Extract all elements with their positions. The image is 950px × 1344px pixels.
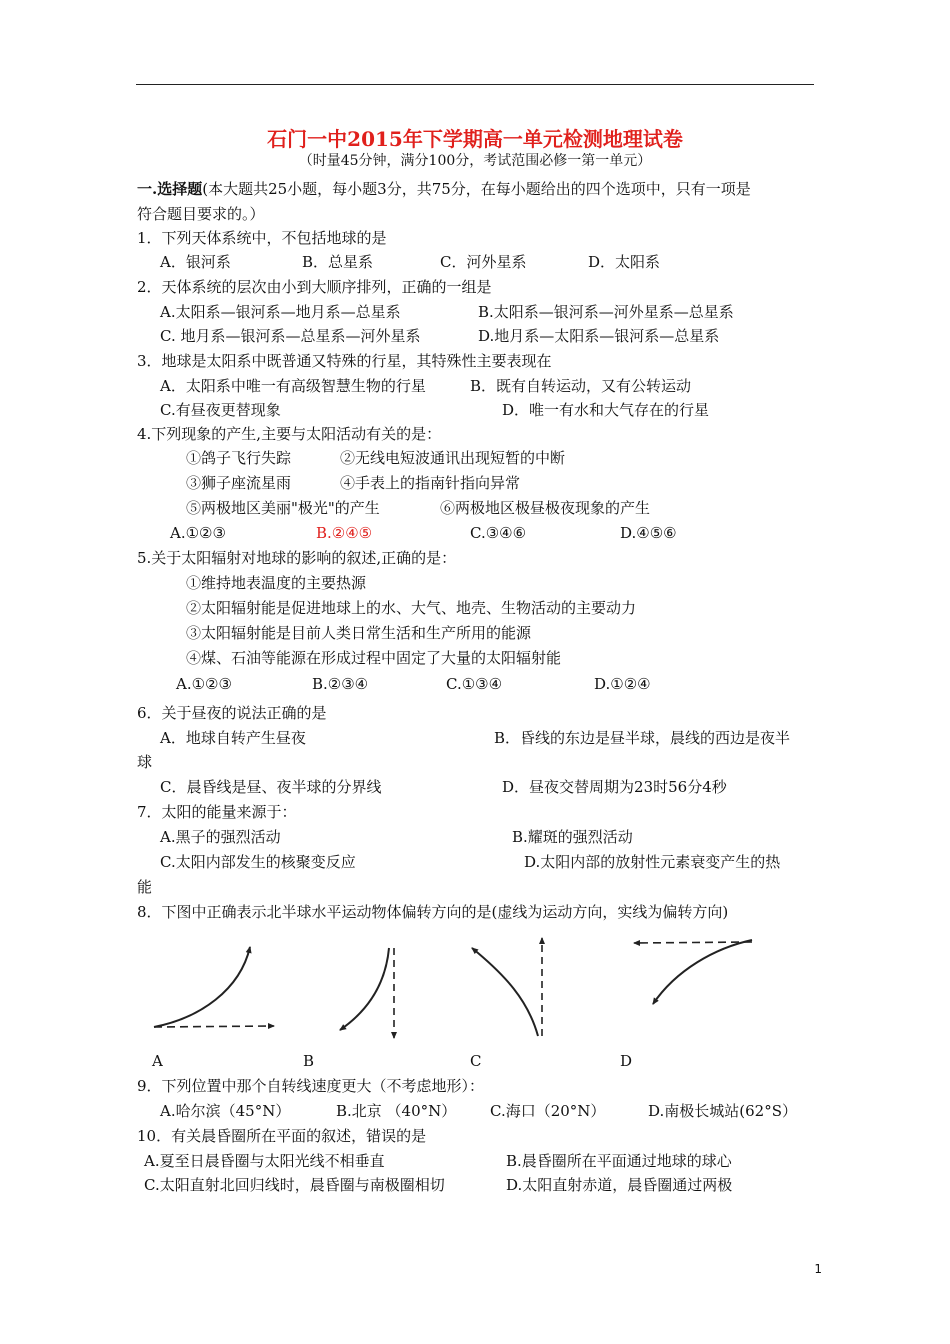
option-a: A.夏至日晨昏圈与太阳光线不相垂直: [144, 1152, 385, 1170]
option-a: A．银河系: [160, 253, 231, 271]
option-c: C. 地月系—银河系—总星系—河外星系: [160, 327, 421, 345]
option-a: A.哈尔滨（45°N）: [160, 1102, 291, 1120]
question-stem: 4.下列现象的产生,主要与太阳活动有关的是：: [137, 425, 442, 443]
question-stem: 7．太阳的能量来源于：: [137, 803, 297, 821]
section-intro: [137, 179, 751, 199]
option-b: B．既有自转运动，又有公转运动: [470, 377, 692, 395]
option-b: B.耀斑的强烈活动: [512, 828, 633, 846]
item-4: ④煤、石油等能源在形成过程中固定了大量的太阳辐射能: [186, 649, 562, 667]
option-d: D.南极长城站(62°S）: [648, 1102, 797, 1120]
option-a: A.黑子的强烈活动: [160, 828, 281, 846]
question-stem: 10．有关晨昏圈所在平面的叙述，错误的是: [137, 1127, 427, 1145]
deflection-figures: [140, 930, 780, 1045]
option-c: C.太阳内部发生的核聚变反应: [160, 853, 356, 871]
question-stem: 3．地球是太阳系中既普通又特殊的行星，其特殊性主要表现在: [137, 352, 552, 370]
option-a: A.太阳系—银河系—地月系—总星系: [160, 303, 401, 321]
question-stem: 1．下列天体系统中，不包括地球的是: [137, 229, 387, 247]
question-stem: 6．关于昼夜的说法正确的是: [137, 704, 327, 722]
item-3: ③太阳辐射能是目前人类日常生活和生产所用的能源: [186, 624, 532, 642]
question-stem: 9．下列位置中那个自转线速度更大（不考虑地形）：: [137, 1077, 485, 1095]
figure-label-a: A: [152, 1052, 163, 1070]
section-intro-line2: 符合题目要求的。）: [137, 205, 265, 223]
header-rule: [136, 84, 814, 85]
item-5: ⑤两极地区美丽"极光"的产生: [186, 499, 380, 517]
option-c: C.海口（20°N）: [490, 1102, 606, 1120]
option-d: D.①②④: [594, 675, 651, 693]
option-b: B．总星系: [302, 253, 374, 271]
option-d: D．唯一有水和大气存在的行星: [502, 401, 710, 419]
option-c: C.有昼夜更替现象: [160, 401, 281, 419]
item-2: ②无线电短波通讯出现短暂的中断: [340, 449, 566, 467]
option-b: B．昏线的东边是昼半球，晨线的西边是夜半: [494, 729, 791, 747]
page-title: 石门一中2015年下学期高一单元检测地理试卷: [267, 127, 683, 151]
option-b-wrap: 球: [137, 753, 153, 771]
option-d-wrap: 能: [137, 878, 153, 896]
option-c: C.太阳直射北回归线时，晨昏圈与南极圈相切: [144, 1176, 445, 1194]
option-a: A.①②③: [170, 524, 226, 542]
option-d: D.太阳内部的放射性元素衰变产生的热: [524, 853, 781, 871]
option-a: A．地球自转产生昼夜: [160, 729, 306, 747]
option-c: C.③④⑥: [470, 524, 527, 542]
figure-c: [472, 938, 542, 1036]
question-stem: 2．天体系统的层次由小到大顺序排列，正确的一组是: [137, 278, 492, 296]
item-3: ③狮子座流星雨: [186, 474, 292, 492]
option-a: A.①②③: [176, 675, 232, 693]
option-b: B.北京 （40°N）: [336, 1102, 457, 1120]
figure-label-b: B: [303, 1052, 315, 1070]
option-b: B.②④⑤: [316, 524, 373, 542]
option-b: B.②③④: [312, 675, 369, 693]
option-c: C．河外星系: [440, 253, 527, 271]
option-d: D.太阳直射赤道，晨昏圈通过两极: [506, 1176, 733, 1194]
option-c: C．晨昏线是昼、夜半球的分界线: [160, 778, 382, 796]
option-d: D.地月系—太阳系—银河系—总星系: [478, 327, 720, 345]
item-1: ①维持地表温度的主要热源: [186, 574, 367, 592]
figure-a: [154, 947, 274, 1027]
figure-label-d: D: [620, 1052, 633, 1070]
section-heading: 一.选择题: [137, 180, 203, 198]
option-c: C.①③④: [446, 675, 503, 693]
question-stem: 5.关于太阳辐射对地球的影响的叙述,正确的是：: [137, 549, 457, 567]
option-d: D．昼夜交替周期为23时56分4秒: [502, 778, 727, 796]
page-number: 1: [814, 1262, 822, 1276]
option-b: B.太阳系—银河系—河外星系—总星系: [478, 303, 734, 321]
option-d: D．太阳系: [588, 253, 661, 271]
figure-label-c: C: [470, 1052, 482, 1070]
option-a: A．太阳系中唯一有高级智慧生物的行星: [160, 377, 426, 395]
item-1: ①鸽子飞行失踪: [186, 449, 292, 467]
item-6: ⑥两极地区极昼极夜现象的产生: [440, 499, 651, 517]
question-stem: 8．下图中正确表示北半球水平运动物体偏转方向的是(虚线为运动方向，实线为偏转方向): [137, 903, 729, 921]
item-4: ④手表上的指南针指向异常: [340, 474, 521, 492]
option-d: D.④⑤⑥: [620, 524, 677, 542]
item-2: ②太阳辐射能是促进地球上的水、大气、地壳、生物活动的主要动力: [186, 599, 637, 617]
page-subtitle: （时量45分钟，满分100分，考试范围必修一第一单元）: [298, 153, 652, 169]
figure-d: [634, 940, 752, 1004]
option-b: B.晨昏圈所在平面通过地球的球心: [506, 1152, 732, 1170]
section-intro-text: (本大题共25小题，每小题3分，共75分，在每小题给出的四个选项中，只有一项是: [202, 180, 751, 198]
figure-b: [340, 948, 394, 1038]
